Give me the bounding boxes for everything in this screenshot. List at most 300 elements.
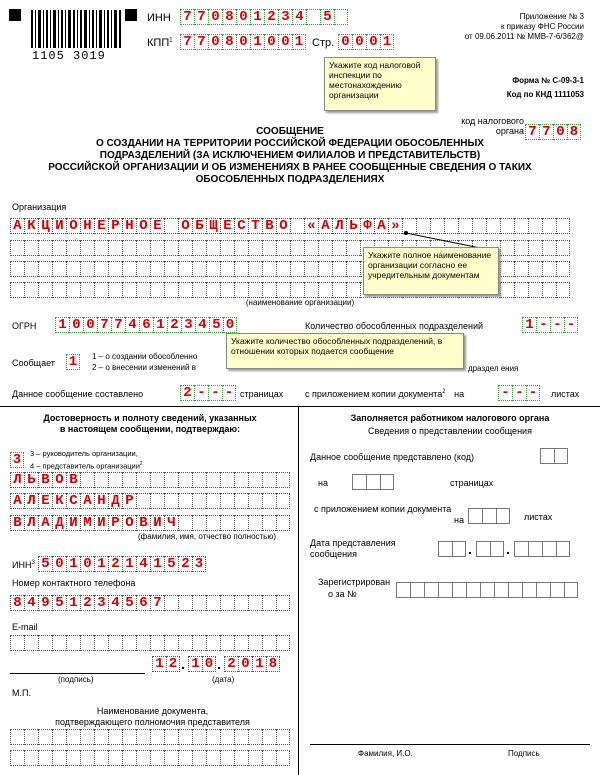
char-cell[interactable]: 3: [94, 595, 108, 611]
char-cell[interactable]: [178, 493, 192, 509]
char-cell[interactable]: [38, 240, 52, 256]
char-cell[interactable]: [192, 472, 206, 488]
char-cell[interactable]: [332, 261, 346, 277]
char-cell[interactable]: [220, 472, 234, 488]
char-cell[interactable]: [164, 472, 178, 488]
char-cell[interactable]: Ц: [38, 218, 52, 234]
char-cell[interactable]: 6: [139, 317, 153, 333]
char-cell[interactable]: [38, 750, 52, 766]
char-cell[interactable]: [150, 472, 164, 488]
char-cell[interactable]: 3: [181, 317, 195, 333]
char-cell[interactable]: [94, 282, 108, 298]
char-cell[interactable]: [262, 493, 276, 509]
name-cells[interactable]: [10, 493, 290, 509]
char-cell[interactable]: [122, 261, 136, 277]
char-cell[interactable]: [136, 282, 150, 298]
char-cell[interactable]: [108, 240, 122, 256]
char-cell[interactable]: [494, 582, 508, 598]
char-cell[interactable]: [164, 635, 178, 651]
char-cell[interactable]: [248, 240, 262, 256]
char-cell[interactable]: [542, 282, 556, 298]
char-cell[interactable]: [248, 635, 262, 651]
char-cell[interactable]: [248, 729, 262, 745]
char-cell[interactable]: [178, 282, 192, 298]
char-cell[interactable]: 2: [180, 385, 194, 401]
char-cell[interactable]: [192, 729, 206, 745]
phone-cells[interactable]: [10, 595, 290, 611]
char-cell[interactable]: 0: [208, 34, 222, 50]
char-cell[interactable]: [438, 582, 452, 598]
char-cell[interactable]: [528, 541, 542, 557]
char-cell[interactable]: [276, 595, 290, 611]
char-cell[interactable]: 7: [150, 595, 164, 611]
char-cell[interactable]: -: [208, 385, 222, 401]
char-cell[interactable]: [276, 635, 290, 651]
char-cell[interactable]: 4: [292, 9, 306, 25]
char-cell[interactable]: [248, 595, 262, 611]
char-cell[interactable]: [514, 282, 528, 298]
char-cell[interactable]: Е: [38, 493, 52, 509]
char-cell[interactable]: [206, 595, 220, 611]
char-cell[interactable]: [24, 635, 38, 651]
char-cell[interactable]: [318, 240, 332, 256]
char-cell[interactable]: [346, 261, 360, 277]
char-cell[interactable]: [220, 261, 234, 277]
char-cell[interactable]: [122, 635, 136, 651]
char-cell[interactable]: [262, 472, 276, 488]
char-cell[interactable]: 5: [38, 556, 52, 572]
char-cell[interactable]: [234, 472, 248, 488]
char-cell[interactable]: [10, 261, 24, 277]
char-cell[interactable]: 0: [83, 317, 97, 333]
char-cell[interactable]: [540, 448, 554, 464]
char-cell[interactable]: 1: [66, 354, 80, 370]
char-cell[interactable]: К: [24, 218, 38, 234]
char-cell[interactable]: [38, 282, 52, 298]
char-cell[interactable]: 5: [122, 595, 136, 611]
char-cell[interactable]: 8: [222, 34, 236, 50]
registration-number-cells[interactable]: [396, 582, 578, 598]
char-cell[interactable]: О: [178, 218, 192, 234]
char-cell[interactable]: [192, 750, 206, 766]
char-cell[interactable]: [334, 9, 348, 25]
char-cell[interactable]: Е: [220, 218, 234, 234]
office-date-month[interactable]: [476, 541, 504, 557]
char-cell[interactable]: -: [194, 385, 208, 401]
char-cell[interactable]: [122, 282, 136, 298]
char-cell[interactable]: [556, 261, 570, 277]
char-cell[interactable]: И: [52, 218, 66, 234]
office-attach-cells[interactable]: [468, 508, 510, 524]
char-cell[interactable]: [234, 635, 248, 651]
char-cell[interactable]: [262, 729, 276, 745]
office-pages-cells[interactable]: [352, 474, 394, 490]
char-cell[interactable]: 5: [164, 556, 178, 572]
char-cell[interactable]: [528, 261, 542, 277]
char-cell[interactable]: [500, 261, 514, 277]
char-cell[interactable]: 2: [264, 9, 278, 25]
char-cell[interactable]: [52, 635, 66, 651]
char-cell[interactable]: [500, 218, 514, 234]
char-cell[interactable]: [178, 595, 192, 611]
char-cell[interactable]: [192, 493, 206, 509]
char-cell[interactable]: [424, 582, 438, 598]
char-cell[interactable]: [150, 261, 164, 277]
char-cell[interactable]: [234, 729, 248, 745]
char-cell[interactable]: [178, 729, 192, 745]
char-cell[interactable]: 6: [136, 595, 150, 611]
char-cell[interactable]: 5: [209, 317, 223, 333]
char-cell[interactable]: И: [150, 515, 164, 531]
char-cell[interactable]: [66, 750, 80, 766]
char-cell[interactable]: В: [136, 515, 150, 531]
char-cell[interactable]: [150, 282, 164, 298]
char-cell[interactable]: [52, 261, 66, 277]
char-cell[interactable]: [262, 282, 276, 298]
attach-cells[interactable]: [498, 385, 540, 401]
char-cell[interactable]: [178, 515, 192, 531]
char-cell[interactable]: [476, 541, 490, 557]
char-cell[interactable]: [150, 750, 164, 766]
char-cell[interactable]: [10, 635, 24, 651]
char-cell[interactable]: [234, 595, 248, 611]
char-cell[interactable]: 3: [278, 9, 292, 25]
char-cell[interactable]: Р: [108, 515, 122, 531]
char-cell[interactable]: Л: [24, 493, 38, 509]
char-cell[interactable]: [276, 472, 290, 488]
char-cell[interactable]: [136, 240, 150, 256]
char-cell[interactable]: [542, 541, 556, 557]
char-cell[interactable]: [38, 635, 52, 651]
char-cell[interactable]: Д: [52, 515, 66, 531]
char-cell[interactable]: [234, 240, 248, 256]
signer-inn-cells[interactable]: [38, 556, 206, 572]
char-cell[interactable]: [164, 729, 178, 745]
char-cell[interactable]: 0: [208, 9, 222, 25]
char-cell[interactable]: [94, 635, 108, 651]
char-cell[interactable]: [542, 261, 556, 277]
char-cell[interactable]: [514, 218, 528, 234]
char-cell[interactable]: [108, 282, 122, 298]
char-cell[interactable]: [136, 472, 150, 488]
char-cell[interactable]: [206, 472, 220, 488]
char-cell[interactable]: 0: [80, 556, 94, 572]
char-cell[interactable]: [24, 750, 38, 766]
char-cell[interactable]: [24, 282, 38, 298]
char-cell[interactable]: [206, 750, 220, 766]
char-cell[interactable]: [136, 261, 150, 277]
char-cell[interactable]: 1: [152, 656, 166, 672]
office-date-day[interactable]: [438, 541, 466, 557]
char-cell[interactable]: [192, 515, 206, 531]
char-cell[interactable]: Ь: [346, 218, 360, 234]
date-year-cells[interactable]: [224, 656, 280, 672]
char-cell[interactable]: [352, 474, 366, 490]
signer-type-cell[interactable]: [10, 452, 24, 468]
char-cell[interactable]: 7: [180, 9, 194, 25]
char-cell[interactable]: [556, 282, 570, 298]
char-cell[interactable]: [290, 218, 304, 234]
char-cell[interactable]: [396, 582, 410, 598]
date-month-cells[interactable]: [188, 656, 216, 672]
char-cell[interactable]: [164, 282, 178, 298]
char-cell[interactable]: [556, 541, 570, 557]
char-cell[interactable]: [108, 729, 122, 745]
char-cell[interactable]: [178, 261, 192, 277]
office-date-year[interactable]: [514, 541, 570, 557]
char-cell[interactable]: 0: [52, 556, 66, 572]
char-cell[interactable]: 7: [97, 317, 111, 333]
char-cell[interactable]: [136, 750, 150, 766]
char-cell[interactable]: [500, 240, 514, 256]
char-cell[interactable]: 0: [236, 9, 250, 25]
char-cell[interactable]: 4: [136, 556, 150, 572]
char-cell[interactable]: 8: [10, 595, 24, 611]
char-cell[interactable]: [52, 750, 66, 766]
char-cell[interactable]: 7: [180, 34, 194, 50]
inn-cells[interactable]: [180, 9, 348, 25]
char-cell[interactable]: 0: [264, 34, 278, 50]
char-cell[interactable]: [164, 261, 178, 277]
char-cell[interactable]: [178, 750, 192, 766]
char-cell[interactable]: [206, 493, 220, 509]
char-cell[interactable]: [248, 261, 262, 277]
char-cell[interactable]: 2: [167, 317, 181, 333]
char-cell[interactable]: [220, 515, 234, 531]
char-cell[interactable]: [220, 240, 234, 256]
char-cell[interactable]: Л: [24, 515, 38, 531]
char-cell[interactable]: [164, 493, 178, 509]
char-cell[interactable]: А: [80, 493, 94, 509]
char-cell[interactable]: [10, 282, 24, 298]
char-cell[interactable]: [528, 218, 542, 234]
char-cell[interactable]: [528, 240, 542, 256]
char-cell[interactable]: [220, 729, 234, 745]
char-cell[interactable]: В: [10, 515, 24, 531]
char-cell[interactable]: «: [304, 218, 318, 234]
char-cell[interactable]: [108, 472, 122, 488]
char-cell[interactable]: 3: [10, 452, 24, 468]
char-cell[interactable]: [80, 750, 94, 766]
char-cell[interactable]: Ь: [24, 472, 38, 488]
char-cell[interactable]: 2: [108, 556, 122, 572]
char-cell[interactable]: 0: [338, 34, 352, 50]
char-cell[interactable]: 2: [166, 656, 180, 672]
char-cell[interactable]: 1: [380, 34, 394, 50]
char-cell[interactable]: [10, 729, 24, 745]
char-cell[interactable]: [136, 729, 150, 745]
char-cell[interactable]: [178, 240, 192, 256]
char-cell[interactable]: [80, 472, 94, 488]
char-cell[interactable]: [304, 261, 318, 277]
char-cell[interactable]: Л: [10, 472, 24, 488]
char-cell[interactable]: [206, 261, 220, 277]
char-cell[interactable]: [94, 261, 108, 277]
char-cell[interactable]: Н: [122, 218, 136, 234]
char-cell[interactable]: К: [52, 493, 66, 509]
char-cell[interactable]: [66, 635, 80, 651]
char-cell[interactable]: [192, 261, 206, 277]
char-cell[interactable]: [452, 541, 466, 557]
char-cell[interactable]: О: [276, 218, 290, 234]
char-cell[interactable]: [66, 729, 80, 745]
char-cell[interactable]: [38, 729, 52, 745]
doc-row-2[interactable]: [10, 750, 290, 766]
char-cell[interactable]: [164, 750, 178, 766]
char-cell[interactable]: 0: [236, 34, 250, 50]
char-cell[interactable]: [276, 493, 290, 509]
char-cell[interactable]: О: [136, 218, 150, 234]
char-cell[interactable]: Р: [108, 218, 122, 234]
char-cell[interactable]: [276, 240, 290, 256]
char-cell[interactable]: [514, 261, 528, 277]
char-cell[interactable]: [178, 472, 192, 488]
char-cell[interactable]: Л: [332, 218, 346, 234]
char-cell[interactable]: 1: [66, 556, 80, 572]
char-cell[interactable]: И: [66, 515, 80, 531]
char-cell[interactable]: -: [222, 385, 236, 401]
char-cell[interactable]: [508, 582, 522, 598]
char-cell[interactable]: [10, 240, 24, 256]
char-cell[interactable]: [108, 261, 122, 277]
char-cell[interactable]: [66, 240, 80, 256]
char-cell[interactable]: [410, 582, 424, 598]
char-cell[interactable]: 0: [278, 34, 292, 50]
char-cell[interactable]: [452, 582, 466, 598]
char-cell[interactable]: [206, 282, 220, 298]
char-cell[interactable]: 4: [195, 317, 209, 333]
char-cell[interactable]: [276, 515, 290, 531]
char-cell[interactable]: [248, 750, 262, 766]
char-cell[interactable]: 2: [224, 656, 238, 672]
char-cell[interactable]: А: [10, 218, 24, 234]
char-cell[interactable]: »: [388, 218, 402, 234]
char-cell[interactable]: [248, 515, 262, 531]
char-cell[interactable]: Н: [80, 218, 94, 234]
char-cell[interactable]: 8: [222, 9, 236, 25]
char-cell[interactable]: [94, 472, 108, 488]
char-cell[interactable]: [220, 282, 234, 298]
char-cell[interactable]: 1: [55, 317, 69, 333]
char-cell[interactable]: Ч: [164, 515, 178, 531]
char-cell[interactable]: А: [10, 493, 24, 509]
char-cell[interactable]: [38, 261, 52, 277]
char-cell[interactable]: О: [52, 472, 66, 488]
char-cell[interactable]: [206, 240, 220, 256]
char-cell[interactable]: 1: [188, 656, 202, 672]
char-cell[interactable]: [542, 218, 556, 234]
char-cell[interactable]: -: [536, 317, 550, 333]
char-cell[interactable]: [234, 282, 248, 298]
char-cell[interactable]: [514, 541, 528, 557]
char-cell[interactable]: [136, 493, 150, 509]
surname-cells[interactable]: [10, 472, 290, 488]
char-cell[interactable]: 4: [125, 317, 139, 333]
char-cell[interactable]: [206, 515, 220, 531]
char-cell[interactable]: [366, 474, 380, 490]
char-cell[interactable]: [150, 493, 164, 509]
char-cell[interactable]: [150, 635, 164, 651]
char-cell[interactable]: [206, 729, 220, 745]
char-cell[interactable]: Е: [94, 218, 108, 234]
char-cell[interactable]: О: [66, 218, 80, 234]
char-cell[interactable]: [150, 729, 164, 745]
char-cell[interactable]: [136, 635, 150, 651]
char-cell[interactable]: [438, 541, 452, 557]
char-cell[interactable]: [122, 240, 136, 256]
char-cell[interactable]: 1: [66, 595, 80, 611]
char-cell[interactable]: [304, 282, 318, 298]
date-day-cells[interactable]: [152, 656, 180, 672]
char-cell[interactable]: 4: [24, 595, 38, 611]
char-cell[interactable]: [496, 508, 510, 524]
char-cell[interactable]: [332, 240, 346, 256]
char-cell[interactable]: [80, 261, 94, 277]
char-cell[interactable]: [262, 240, 276, 256]
char-cell[interactable]: [66, 282, 80, 298]
char-cell[interactable]: Т: [248, 218, 262, 234]
char-cell[interactable]: [52, 240, 66, 256]
char-cell[interactable]: 1: [252, 656, 266, 672]
char-cell[interactable]: [192, 595, 206, 611]
char-cell[interactable]: 4: [108, 595, 122, 611]
char-cell[interactable]: -: [550, 317, 564, 333]
char-cell[interactable]: 9: [38, 595, 52, 611]
char-cell[interactable]: 7: [111, 317, 125, 333]
char-cell[interactable]: [52, 729, 66, 745]
char-cell[interactable]: [192, 635, 206, 651]
char-cell[interactable]: 0: [238, 656, 252, 672]
char-cell[interactable]: В: [38, 472, 52, 488]
char-cell[interactable]: [276, 750, 290, 766]
char-cell[interactable]: О: [122, 515, 136, 531]
ogrn-cells[interactable]: [55, 317, 237, 333]
char-cell[interactable]: [164, 595, 178, 611]
char-cell[interactable]: 7: [525, 124, 539, 140]
char-cell[interactable]: [94, 750, 108, 766]
char-cell[interactable]: 0: [223, 317, 237, 333]
char-cell[interactable]: 0: [352, 34, 366, 50]
char-cell[interactable]: [528, 282, 542, 298]
char-cell[interactable]: Щ: [206, 218, 220, 234]
char-cell[interactable]: Ф: [360, 218, 374, 234]
char-cell[interactable]: 1: [153, 317, 167, 333]
char-cell[interactable]: [262, 261, 276, 277]
char-cell[interactable]: [482, 508, 496, 524]
char-cell[interactable]: Н: [94, 493, 108, 509]
char-cell[interactable]: [10, 750, 24, 766]
char-cell[interactable]: [554, 448, 568, 464]
char-cell[interactable]: [248, 472, 262, 488]
char-cell[interactable]: 8: [266, 656, 280, 672]
char-cell[interactable]: [262, 595, 276, 611]
char-cell[interactable]: М: [80, 515, 94, 531]
char-cell[interactable]: [500, 282, 514, 298]
doc-row-1[interactable]: [10, 729, 290, 745]
char-cell[interactable]: А: [38, 515, 52, 531]
char-cell[interactable]: [306, 9, 320, 25]
char-cell[interactable]: [262, 635, 276, 651]
char-cell[interactable]: [536, 582, 550, 598]
char-cell[interactable]: 0: [553, 124, 567, 140]
char-cell[interactable]: 7: [194, 9, 208, 25]
char-cell[interactable]: 2: [80, 595, 94, 611]
char-cell[interactable]: [220, 493, 234, 509]
char-cell[interactable]: [318, 261, 332, 277]
email-cells[interactable]: [10, 635, 290, 651]
char-cell[interactable]: -: [512, 385, 526, 401]
char-cell[interactable]: 1: [250, 34, 264, 50]
